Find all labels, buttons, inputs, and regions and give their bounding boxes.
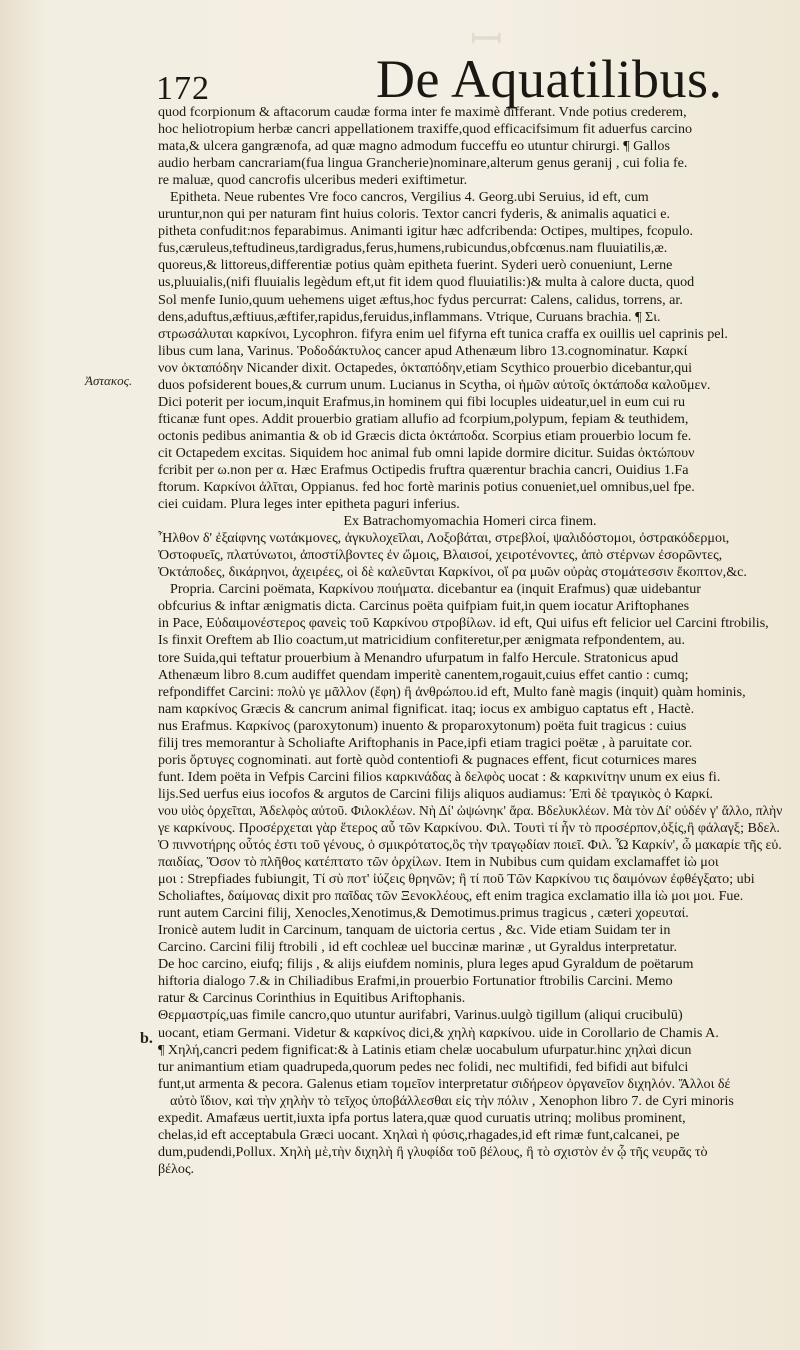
- text-line: νον ὀκταπόδην Nicander dixit. Octapedes, ὀκταπόδην,etiam Scythico prouerbio dicebantur,qui: [158, 359, 693, 376]
- text-line: Ὀστοφυεῖς, πλατύνωτοι, ἀποστίλβοντες ἐν ὤμοις, Βλαισοί, χειροτένοντες, ἀπὸ στέρνων ἐσορῶντες,: [158, 547, 723, 564]
- page-header: [156, 48, 756, 109]
- text-line: tore Suida,qui teftatur prouerbium à Menandro ufurpatum in falfo Hercule. Stratonicus apud: [158, 649, 679, 666]
- text-line: octonis pedibus animantia & ob id Græcis dicta ὀκτάποδα. Scorpius etiam prouerbio locum fe.: [158, 427, 692, 444]
- text-line: ftorum. Καρκίνοι ἀλῖται, Oppianus. fed hoc fortè marinis potius conueniet,uel omnibus,uel fpe.: [158, 479, 695, 496]
- text-line: obfcurius & inftar ænigmatis dicta. Carcinus poëta quifpiam fuit,in quem iocatur Ariftophanes: [158, 598, 690, 615]
- text-line: expedit. Amafæus uertit,iuxta ipfa portus latera,quæ quod curuatis utrinq; molibus prominent,: [158, 1109, 686, 1126]
- text-line: Propria. Carcini poëmata, Καρκίνου ποιήματα. dicebantur ea (inquit Erafmus) quæ uidebantur: [170, 581, 701, 598]
- text-line: fticanæ funt opes. Addit prouerbio gratiam allufio ad fcorpium,polypum, fepiam & teuthidem,: [158, 410, 689, 427]
- text-line: us,pluuialis,(nifi fluuialis legèdum eft,ut fit idem quod fluuiatilis:)& multa à calore ducta, quod: [158, 274, 695, 291]
- text-line: quoreus,& littoreus,differentiæ potius quàm epitheta fuerint. Syderi uerò conueniunt, Lerne: [158, 257, 673, 274]
- text-line: γε καρκίνους. Προσέρχεται γὰρ ἕτερος αὖ τῶν Καρκίνου. Φιλ. Τουτὶ τί ἦν τὸ προσέρπον,ὀξίς,ἢ φάλαγξ; Βδελ.: [158, 819, 780, 836]
- text-line: Ὀκτάποδες, δικάρηνοι, ἀχειρέες, οἱ δὲ καλεῦνται Καρκίνοι, οἵ ρα μυῶν οὐρὰς στομάτεσσιν ἔκοπτον,&c.: [158, 564, 747, 581]
- margin-note-b: b.: [140, 1030, 153, 1047]
- text-line: fcribit per ω.non per α. Hæc Erafmus Octipedis fruftra quærentur brachia cancri, Ouidius 1.Fa: [158, 461, 689, 478]
- text-line: poris ὄρτυγες cognominati. aut fortè quòd contentiofi & pugnaces effent, ficut coturnices mares: [158, 751, 697, 768]
- text-line: uocant, etiam Germani. Videtur & καρκίνος dici,& χηλὴ καρκίνου. uide in Corollario de Chamis A.: [158, 1024, 719, 1041]
- text-line: re maluæ, quod cancrofis ulceribus mederi exiftimetur.: [158, 172, 468, 189]
- text-line: De hoc carcino, eiufq; filijs , & alijs eiufdem nominis, plura leges apud Gyraldum de poëtarum: [158, 956, 694, 973]
- text-line: dum,pudendi,Pollux. Χηλὴ μὲ,τὴν διχηλὴ ἢ γλυφίδα τοῦ βέλους, ἢ τὸ σχιστὸν ἐν ᾧ τῆς νευρᾶς τὸ: [158, 1143, 708, 1160]
- text-line: Scholiaftes, δαίμονας dixit pro παῖδας τῶν Ξενοκλέους, eft enim tragica exclamatio illa ἰὼ μοι μοι. Fue.: [158, 888, 744, 905]
- text-line: dens,aduftus,æftiuus,æftifer,rapidus,feruidus,inflammans. Vtrique, Curuans brachia. ¶ Σι.: [158, 308, 661, 325]
- running-title: De Aquatilibus.: [376, 49, 723, 109]
- text-line: Epitheta. Neue rubentes Vre foco cancros, Vergilius 4. Georg.ubi Seruius, id eft, cum: [170, 189, 649, 206]
- text-line: ciei cuidam. Plura leges inter epitheta paguri inferius.: [158, 496, 460, 513]
- page-number: 172: [156, 70, 210, 107]
- text-line: funt. Idem poëta in Vefpis Carcini filios καρκινάδας à δελφὸς uocat : & καρκινίτην unum ex eius fi.: [158, 768, 721, 785]
- text-line: Sol menfe Iunio,quum uehemens uiget æftus,hoc fydus percurrat: Calens, calidus, torrens, ar.: [158, 291, 683, 308]
- text-line: Ironicè autem ludit in Carcinum, tanquam de uictoria certus , &c. Vide etiam Suidam ter in: [158, 922, 671, 939]
- text-line: tur animantium etiam quadrupeda,quorum pedes nec folidi, nec multifidi, fed bifidi aut bifulci: [158, 1058, 689, 1075]
- text-line: quod fcorpionum & aftacorum caudæ forma inter fe maximè differant. Vnde potius crederem,: [158, 104, 687, 120]
- text-line: audio herbam cancrariam(fua lingua Grancherie)nominare,alterum genus geranij , cui folia fe.: [158, 155, 688, 172]
- text-line: ¶ Χηλή,cancri pedem fignificat:& à Latinis etiam chelæ uocabulum ufurpatur.hinc χηλαὶ dicun: [158, 1041, 692, 1058]
- text-line: lijs.Sed uerfus eius iocofos & argutos de Carcini filijs aliquos audiamus: Ἐπὶ δὲ τραγικὸς ὁ Καρκί.: [158, 785, 714, 802]
- text-line: ratur & Carcinus Corinthius in Equitibus Ariftophanis.: [158, 990, 466, 1007]
- text-line: αὐτὸ ἴδιον, καὶ τὴν χηλὴν τὸ τεῖχος ὑποβάλλεσθαι εἰς τὴν πόλιν , Xenophon libro 7. de Cyri minoris: [170, 1092, 734, 1109]
- text-line: hoc heliotropium herbæ cancri appellationem traxiffe,quod efficacifsimum fit aduerfus carcino: [158, 121, 693, 138]
- text-line: Is finxit Oreftem ab Ilio coactum,ut matricidium confiteretur,per ænigmata refpondentem, au.: [158, 632, 685, 649]
- text-line: fus,cæruleus,teftudineus,tardigradus,ferus,humens,rubicundus,obfcœnus.nam fluuiatilis,æ.: [158, 240, 668, 257]
- text-line: στρωσάλυται καρκίνοι, Lycophron. fifyra enim uel fifyrna eft tunica craffa ex ouillis uel caprinis pel.: [158, 325, 728, 342]
- text-line: νου υἱὸς ὀρχεῖται, Ἀδελφὸς αὐτοῦ. Φιλοκλέων. Νὴ Δί' ὠψώνηκ' ἄρα. Βδελυκλέων. Μὰ τὸν Δί' οὐδέν γ' ἄλλο, πλὴν: [158, 802, 782, 819]
- text-line: pitheta confudit:nos feparabimus. Animanti igitur hæc adfcribenda: Octipes, multipes, fcopulo.: [158, 223, 694, 240]
- text-line: mata,& ulcera gangrænofa, ad quæ magno admodum fucceffu eo utuntur chirurgi. ¶ Gallos: [158, 138, 670, 155]
- margin-note-astakos: Ἀστακος.: [85, 373, 133, 388]
- text-line: βέλος.: [158, 1160, 195, 1177]
- bleed-through-text: ꟷ: [470, 17, 505, 62]
- text-line: μοι : Strepfiades fubiungit, Τί σὺ ποτ' ἰύζεις θρηνῶν; ἢ τί ποῦ Τῶν Καρκίνου τις δαιμόνων ἐφθέγξατο; ubi: [158, 871, 755, 888]
- text-line: hiftoria dialogo 7.& in Chiliadibus Erafmi,in prouerbio Fortunatior ftrobilis Carcini. Memo: [158, 973, 673, 990]
- text-line: cit Octapedem excitas. Siquidem hoc animal fub omni lapide dormire dicitur. Suidas ὀκτώπουν: [158, 444, 695, 461]
- text-line: Θερμαστρίς,uas fimile cancro,quo utuntur aurifabri, Varinus.uulgò tigillum (aliqui crucibulū): [158, 1007, 683, 1024]
- text-line: Athenæum libro 8.cum audiffet quendam imperitè canentem,rogauit,cuius effet cantio : cumq;: [158, 666, 689, 683]
- text-line: Carcino. Carcini filij ftrobili , id eft cochleæ uel buccinæ marinæ , ut Gyraldus interpretatur.: [158, 939, 677, 956]
- text-line: uruntur,non qui per naturam fint huius coloris. Textor cancri fyderis, & animalis aquatici e.: [158, 206, 671, 223]
- text-line: runt autem Carcini filij, Xenocles,Xenotimus,& Demotimus.primus tragicus , cæteri χορευταί.: [158, 905, 689, 922]
- text-line: nam καρκίνος Græcis & cancrum animal fignificat. itaq; iocus ex ambiguo captatus eft , Hactè.: [158, 700, 695, 717]
- text-line: Dici poterit per iocum,inquit Erafmus,in hominem qui fibi locuples uideatur,uel in eum cui ru: [158, 393, 686, 410]
- text-line: libus cum lana, Varinus. Ῥοδοδάκτυλος cancer apud Athenæum libro 13.cognominatur. Καρκί: [158, 342, 688, 359]
- body-text: [158, 104, 782, 1178]
- text-line: filij tres memorantur à Scholiafte Ariftophanis in Pace,ipfi etiam tragici poëtæ , à paruitate cor.: [158, 734, 693, 751]
- text-line: παιδίας, Ὅσον τὸ πλῆθος κατέπτατο τῶν ὀρχίλων. Item in Nubibus cum quidam exclamaffet ἰὼ μοι: [158, 854, 719, 871]
- text-line: duos pofsiderent boues,& currum unum. Lucianus in Scytha, οἱ ἡμῶν αὐτοῖς ὀκτάποδα καλοῦμεν.: [158, 376, 711, 393]
- text-line: funt,ut armenta & pecora. Galenus etiam τομεῖον interpretatur σιδήρεον ὀργανεῖον διχηλόν. Ἄλλοι δέ: [158, 1075, 731, 1092]
- text-line: Ἦλθον δ' ἐξαίφνης νωτάκμονες, ἀγκυλοχεῖλαι, Λοξοβάται, στρεβλοί, ψαλιδόστομοι, ὀστρακόδερμοι,: [158, 530, 730, 547]
- text-line: nus Erafmus. Καρκίνος (paroxytonum) inuento & proparoxytonum) poëta fuit tragicus : cuius: [158, 717, 687, 734]
- text-line: Ex Batrachomyomachia Homeri circa finem.: [343, 513, 597, 530]
- text-line: chelas,id eft acceptabula Græci uocant. Χηλαὶ ἡ φύσις,rhagades,id eft rimæ funt,calcanei, pe: [158, 1126, 680, 1143]
- text-line: in Pace, Εὐδαιμονέστερος φανεὶς τοῦ Καρκίνου στροβίλων. id eft, Qui uifus eft felicior uel Carcini ftrobilis,: [158, 615, 769, 632]
- text-line: Ὁ πιννοτήρης οὗτός ἐστι τοῦ γένους, ὁ σμικρότατος,ὃς τὴν τραγῳδίαν ποιεῖ. Φιλ. Ὦ Καρκίν', ὦ μακαρίε τῆς εὐ.: [158, 837, 782, 854]
- text-line: refpondiffet Carcini: πολὺ γε μᾶλλον (ἔφη) ἢ ἀνθρώπου.id eft, Multo fanè magis (inquit) quàm hominis,: [158, 683, 746, 700]
